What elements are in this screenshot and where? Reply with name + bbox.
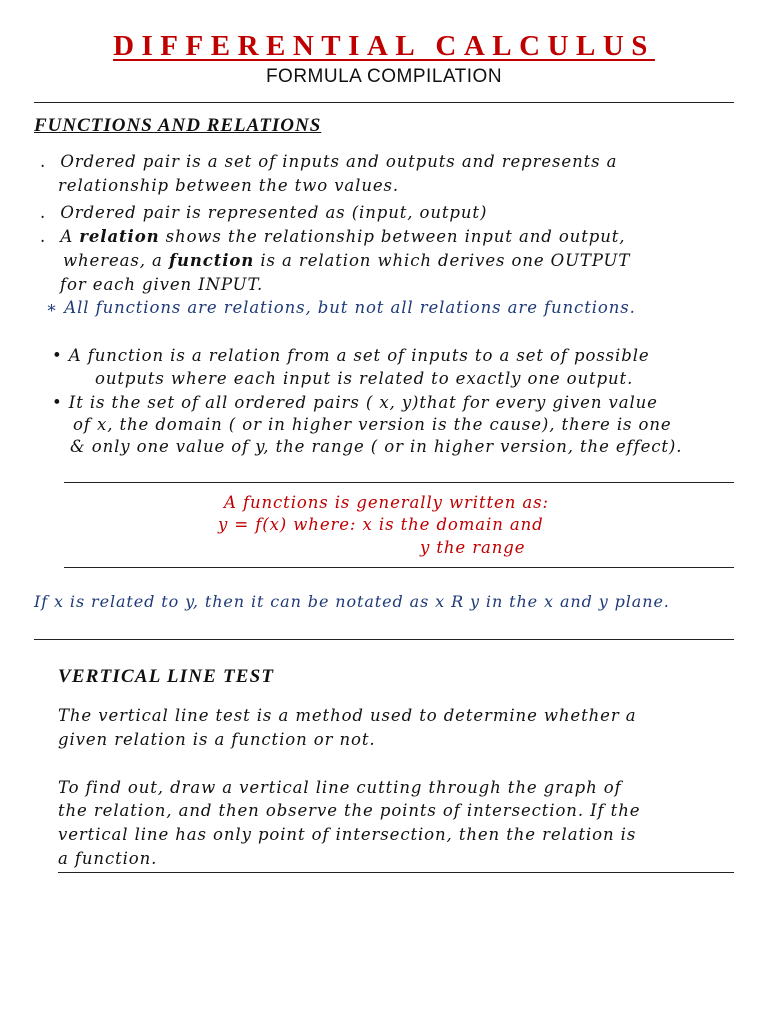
list-item [40,203,487,222]
paragraph-line: The vertical line test is a method used to determine whether a [58,706,637,725]
list-item-text: Ordered pair is a set of inputs and outputs and represents a [60,152,618,171]
paragraph-line: vertical line has only point of intersection, then the relation is [58,825,637,844]
list-item-text: Ordered pair is represented as (input, output) [60,203,488,222]
section-heading-vertical-line-test: VERTICAL LINE TEST [58,666,275,687]
bullet-icon: . [40,152,47,171]
bullet-icon: . [40,203,47,222]
list-item-continuation: relationship between the two values. [58,176,400,195]
section-divider [34,639,734,640]
definition-line: • A function is a relation from a set of inputs to a set of possible [52,346,650,365]
header-divider [34,102,734,103]
list-item [40,152,617,171]
paragraph-line: To find out, draw a vertical line cutting through the graph of [58,778,622,797]
list-item-text: shows the relationship between input and output, [159,227,626,246]
document-title: DIFFERENTIAL CALCULUS [113,30,655,62]
term-relation: relation [79,227,160,246]
formula-line: y the range [420,538,526,557]
section-heading-functions-relations: FUNCTIONS AND RELATIONS [34,115,322,136]
definition-line: • It is the set of all ordered pairs ( x, y)that for every given value [52,393,658,412]
formula-top-rule [64,482,734,483]
paragraph-line: a function. [58,849,158,868]
formula-line: A functions is generally written as: [224,493,549,512]
definition-line: & only one value of y, the range ( or in higher version, the effect). [70,437,683,456]
list-item-text: A [60,227,80,246]
bullet-icon: . [40,227,47,246]
formula-bottom-rule [64,567,734,568]
section-end-rule [58,872,734,873]
relation-notation-note: If x is related to y, then it can be notated as x R y in the x and y plane. [34,592,670,611]
paragraph-line: given relation is a function or not. [58,730,376,749]
note-functions-relations: ∗ All functions are relations, but not all relations are functions. [46,298,636,317]
document-subtitle: FORMULA COMPILATION [265,66,503,87]
definition-line: outputs where each input is related to exactly one output. [95,369,634,388]
list-item-continuation [63,251,630,270]
list-item [40,227,625,246]
list-item-text: whereas, a [63,251,169,270]
list-item-text: is a relation which derives one OUTPUT [254,251,631,270]
definition-line: of x, the domain ( or in higher version is the cause), there is one [73,415,672,434]
formula-line: y = f(x) where: x is the domain and [218,515,544,534]
term-function: function [168,251,255,270]
paragraph-line: the relation, and then observe the points of intersection. If the [58,801,641,820]
list-item-continuation: for each given INPUT. [60,275,264,294]
